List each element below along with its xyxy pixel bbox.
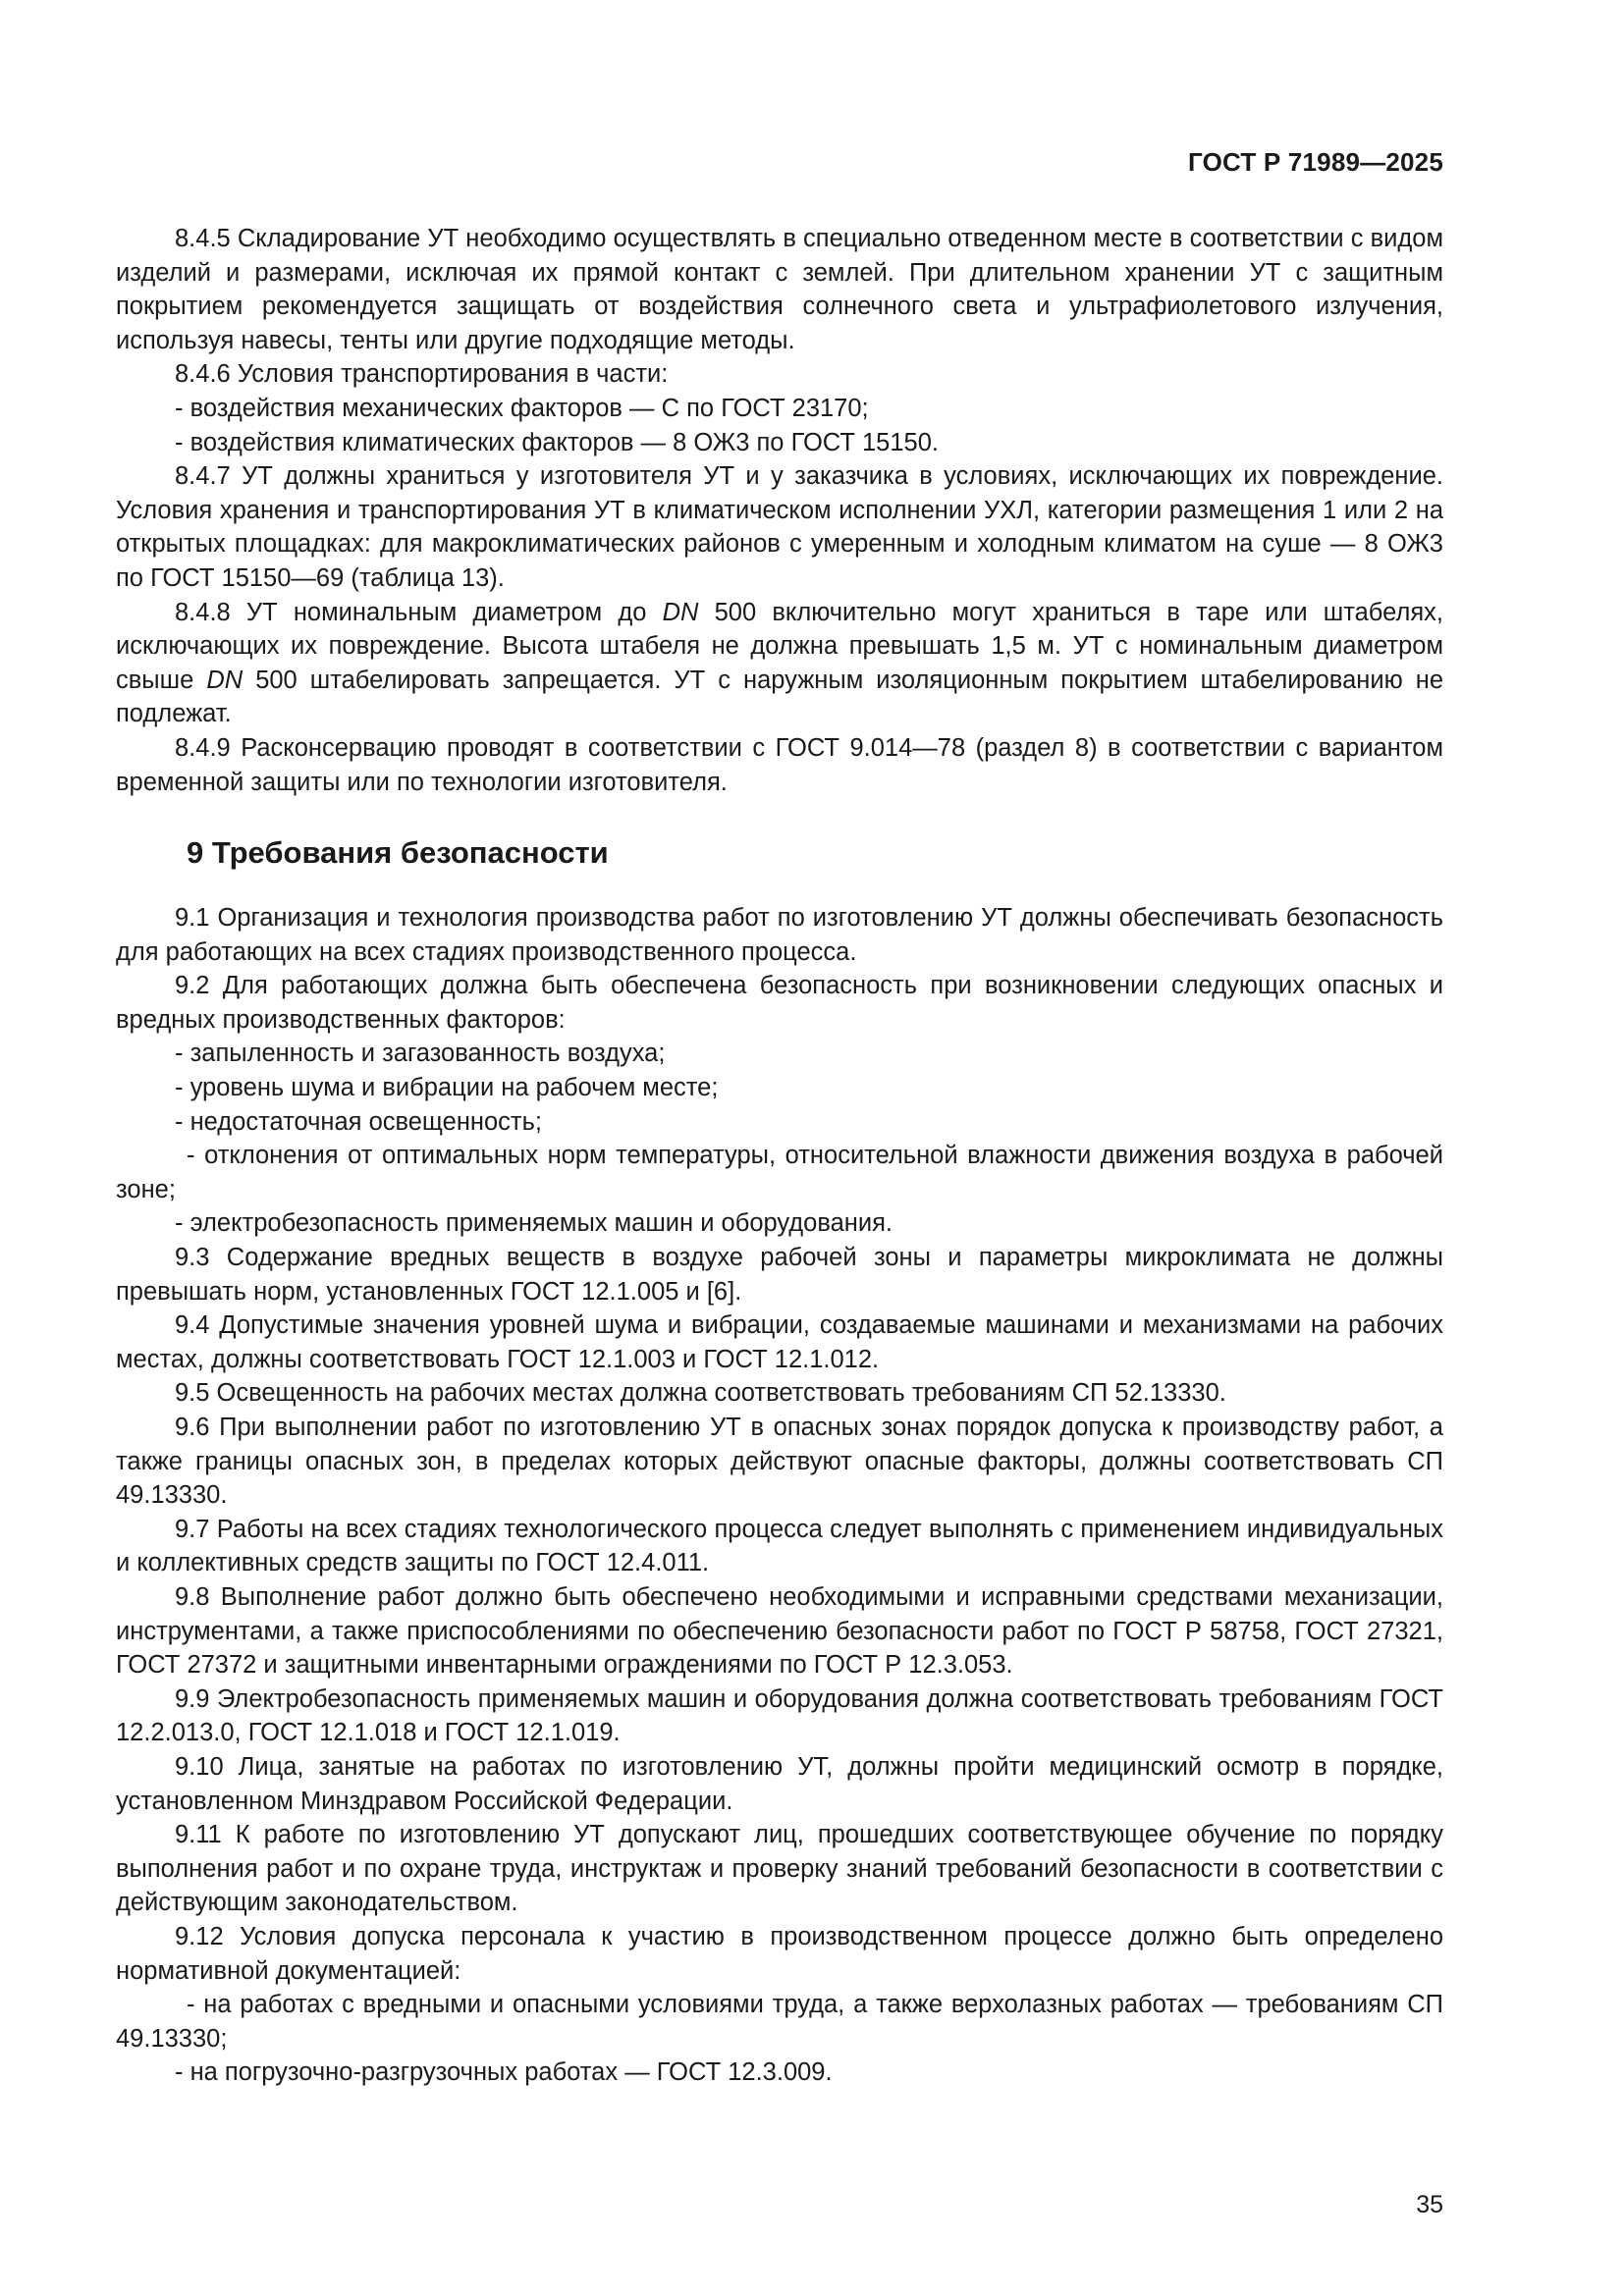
paragraph-9-6: 9.6 При выполнении работ по изготовлению УТ в опасных зонах порядок допуска к производству работ, а также границы опасных зон, в пределах которых действуют опасные факторы, должны соответствовать СП 49.13330. (116, 1414, 1443, 1510)
paragraph-9-7: 9.7 Работы на всех стадиях технологического процесса следует выполнять с применением индивидуальных и коллективных средств защиты по ГОСТ 12.4.011. (116, 1515, 1443, 1577)
paragraph-9-10: 9.10 Лица, занятые на работах по изготовлению УТ, должны пройти медицинский осмотр в порядке, установленном Минздравом Российской Федерации. (116, 1752, 1443, 1815)
dn-symbol: DN (662, 598, 699, 626)
paragraph-8-4-8 (116, 596, 1443, 731)
text-run: 8.4.8 УТ номинальным диаметром до (175, 598, 663, 626)
list-item: - на погрузочно-разгрузочных работах — ГОСТ 12.3.009. (175, 2058, 833, 2087)
list-item: - на работах с вредными и опасными условиями труда, а также верхолазных работах — требованиям СП 49.13330; (116, 1991, 1443, 2053)
paragraph-8-4-9: 8.4.9 Расконсервацию проводят в соответствии с ГОСТ 9.014—78 (раздел 8) в соответствии с вариантом временной защиты или по технологии изготовителя. (116, 733, 1443, 796)
text-run: 500 штабелировать запрещается. УТ с наружным изоляционным покрытием штабелированию не подлежат. (116, 666, 1443, 728)
list-item: - уровень шума и вибрации на рабочем месте; (175, 1074, 719, 1102)
dn-symbol: DN (206, 666, 244, 694)
paragraph-8-4-6: 8.4.6 Условия транспортирования в части: (175, 360, 669, 389)
paragraph-9-8: 9.8 Выполнение работ должно быть обеспечено необходимыми и исправными средствами механизации, инструментами, а также приспособлениями по обеспечению безопасности работ по ГОСТ Р 58758, ГОСТ 27321, ГОСТ 27372 и защитными инвентарными ограждениями по ГОСТ Р 12.3.053. (116, 1582, 1443, 1680)
paragraph-9-5: 9.5 Освещенность на рабочих местах должна соответствовать требованиям СП 52.13330. (175, 1379, 1226, 1408)
list-item: - электробезопасность применяемых машин и оборудования. (175, 1209, 893, 1238)
paragraph-8-4-7: 8.4.7 УТ должны храниться у изготовителя УТ и у заказчика в условиях, исключающих их повреждение. Условия хранения и транспортирования УТ в климатическом исполнении УХЛ, категории размещения 1 или 2 на открытых площадках: для макроклиматических районов с умеренным и холодным климатом на суше — 8 ОЖ3 по ГОСТ 15150—69 (таблица 13). (116, 462, 1443, 592)
paragraph-9-2: 9.2 Для работающих должна быть обеспечена безопасность при возникновении следующих опасных и вредных производственных факторов: (116, 972, 1443, 1034)
list-item: - воздействия климатических факторов — 8 ОЖ3 по ГОСТ 15150. (175, 428, 939, 456)
page-body (116, 222, 1443, 2090)
paragraph-9-3: 9.3 Содержание вредных веществ в воздухе рабочей зоны и параметры микроклимата не должны превышать норм, установленных ГОСТ 12.1.005 и [6]. (116, 1244, 1443, 1306)
document-header: ГОСТ Р 71989—2025 (1188, 147, 1443, 177)
paragraph-9-1: 9.1 Организация и технология производства работ по изготовлению УТ должны обеспечивать безопасность для работающих на всех стадиях производственного процесса. (116, 904, 1443, 966)
list-item: - отклонения от оптимальных норм температуры, относительной влажности движения воздуха в рабочей зоне; (116, 1142, 1443, 1203)
section-heading: 9 Требования безопасности (187, 835, 609, 871)
list-item: - воздействия механических факторов — С по ГОСТ 23170; (175, 394, 869, 422)
paragraph-9-4: 9.4 Допустимые значения уровней шума и вибрации, создаваемые машинами и механизмами на рабочих местах, должны соответствовать ГОСТ 12.1.003 и ГОСТ 12.1.012. (116, 1311, 1443, 1373)
text-run: 500 включительно могут храниться в таре или штабелях, исключающих их повреждение. Высота штабеля не должна превышать 1,5 м. УТ с номинальным диаметром свыше (116, 598, 1443, 694)
paragraph-8-4-5: 8.4.5 Складирование УТ необходимо осуществлять в специально отведенном месте в соответствии с видом изделий и размерами, исключая их прямой контакт с землей. При длительном хранении УТ с защитным покрытием рекомендуется защищать от воздействия солнечного света и ультрафиолетового излучения, используя навесы, тенты или другие подходящие методы. (116, 225, 1443, 354)
list-item: - запыленность и загазованность воздуха; (175, 1040, 666, 1068)
paragraph-9-11: 9.11 К работе по изготовлению УТ допускают лиц, прошедших соответствующее обучение по порядку выполнения работ и по охране труда, инструктаж и проверку знаний требований безопасности в соответствии с действующим законодательством. (116, 1821, 1443, 1917)
page-number: 35 (1416, 2191, 1443, 2218)
list-item: - недостаточная освещенность; (175, 1107, 542, 1136)
paragraph-9-12: 9.12 Условия допуска персонала к участию в производственном процессе должно быть определено нормативной документацией: (116, 1922, 1443, 1985)
paragraph-9-9: 9.9 Электробезопасность применяемых машин и оборудования должна соответствовать требованиям ГОСТ 12.2.013.0, ГОСТ 12.1.018 и ГОСТ 12.1.019. (116, 1684, 1443, 1747)
